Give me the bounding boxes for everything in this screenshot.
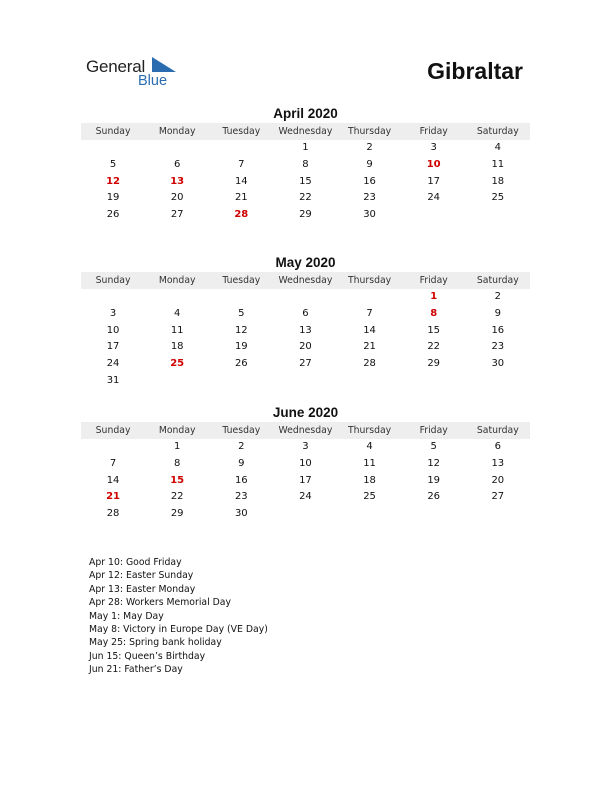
- month-june: [81, 405, 530, 523]
- week-row: [81, 157, 530, 174]
- date-cell: 11: [363, 457, 376, 469]
- date-cell: 11: [170, 324, 184, 336]
- date-cell: 17: [299, 474, 312, 486]
- month-april: [81, 106, 530, 224]
- date-cell: 14: [234, 175, 248, 187]
- week-row: [81, 456, 530, 473]
- holiday-date-cell: 13: [170, 175, 185, 187]
- holiday-item: Apr 12: Easter Sunday: [89, 570, 194, 582]
- empty-cell: [145, 140, 209, 157]
- date-cell: 6: [174, 158, 181, 170]
- date-cell: 5: [430, 441, 437, 452]
- holiday-date-cell: 25: [170, 358, 185, 370]
- date-cell: 15: [427, 324, 441, 336]
- date-cell: 27: [170, 209, 184, 221]
- date-cell: 27: [299, 358, 312, 370]
- day-header: Monday: [158, 275, 196, 286]
- month-title: May 2020: [275, 255, 336, 270]
- date-cell: 4: [494, 142, 501, 153]
- date-cell: 10: [299, 457, 312, 469]
- generalblue-logo: [86, 54, 186, 94]
- date-cell: 13: [299, 324, 312, 336]
- empty-cell: [81, 289, 145, 306]
- date-cell: 5: [238, 307, 245, 319]
- empty-cell: [209, 140, 273, 157]
- date-cell: 9: [238, 457, 245, 469]
- empty-cell: [402, 373, 466, 390]
- day-header: Saturday: [476, 425, 519, 436]
- month-title: April 2020: [273, 106, 338, 121]
- logo-general-text: General: [86, 57, 146, 76]
- week-row: [81, 489, 530, 506]
- day-header: Monday: [158, 425, 196, 436]
- day-header: Sunday: [95, 425, 131, 436]
- date-cell: 29: [427, 358, 441, 370]
- date-cell: 25: [491, 192, 505, 204]
- date-cell: 27: [491, 491, 505, 503]
- date-cell: 21: [234, 192, 248, 204]
- holiday-date-cell: 28: [234, 209, 249, 221]
- holiday-item: Jun 21: Father’s Day: [89, 664, 183, 676]
- date-cell: 7: [366, 307, 373, 319]
- date-cell: 24: [427, 192, 441, 204]
- week-row: [81, 190, 530, 207]
- date-cell: 23: [491, 341, 505, 353]
- day-header: Sunday: [95, 126, 131, 137]
- date-cell: 23: [234, 491, 248, 503]
- date-cell: 26: [106, 209, 120, 221]
- day-header: Friday: [419, 126, 448, 137]
- logo-blue-text: Blue: [138, 73, 168, 89]
- date-cell: 1: [302, 142, 309, 153]
- date-cell: 16: [491, 324, 505, 336]
- empty-cell: [81, 439, 145, 456]
- date-cell: 18: [363, 474, 376, 486]
- date-cell: 7: [238, 158, 245, 170]
- day-header: Friday: [419, 275, 448, 286]
- holiday-item: May 25: Spring bank holiday: [89, 637, 222, 649]
- date-cell: 22: [299, 192, 312, 204]
- empty-cell: [466, 207, 530, 224]
- empty-cell: [145, 373, 209, 390]
- date-cell: 9: [366, 158, 373, 170]
- empty-cell: [81, 140, 145, 157]
- date-cell: 24: [299, 491, 312, 503]
- day-header: Tuesday: [222, 275, 261, 286]
- week-row: [81, 289, 530, 306]
- date-cell: 17: [427, 175, 441, 187]
- date-cell: 29: [170, 508, 184, 520]
- date-cell: 20: [299, 341, 312, 353]
- date-cell: 1: [174, 441, 181, 452]
- week-row: [81, 140, 530, 157]
- week-row: [81, 306, 530, 323]
- holiday-item: May 1: May Day: [89, 610, 164, 622]
- date-cell: 22: [170, 491, 184, 503]
- date-cell: 28: [363, 358, 376, 370]
- week-row: [81, 174, 530, 191]
- date-cell: 8: [174, 457, 181, 469]
- date-cell: 11: [491, 158, 505, 170]
- date-cell: 3: [302, 441, 309, 452]
- empty-cell: [209, 289, 273, 306]
- week-row: [81, 339, 530, 356]
- date-cell: 8: [302, 158, 309, 170]
- day-header: Wednesday: [278, 425, 333, 436]
- week-row: [81, 506, 530, 523]
- date-cell: 26: [234, 358, 248, 370]
- holiday-item: Apr 28: Workers Memorial Day: [89, 597, 231, 609]
- empty-cell: [273, 289, 337, 306]
- week-row: [81, 473, 530, 490]
- logo-flag-icon: [152, 57, 176, 72]
- holiday-item: May 8: Victory in Europe Day (VE Day): [89, 624, 268, 636]
- empty-cell: [145, 289, 209, 306]
- empty-cell: [402, 207, 466, 224]
- week-row: [81, 373, 530, 390]
- date-cell: 24: [106, 358, 120, 370]
- day-header: Thursday: [347, 126, 392, 137]
- holiday-item: Apr 13: Easter Monday: [89, 583, 196, 595]
- month-grid: [81, 289, 530, 390]
- date-cell: 15: [299, 175, 312, 187]
- holiday-item: Jun 15: Queen’s Birthday: [89, 650, 206, 662]
- empty-cell: [338, 373, 402, 390]
- day-header-row: [81, 123, 530, 140]
- empty-cell: [466, 506, 530, 523]
- date-cell: 20: [491, 474, 505, 486]
- week-row: [81, 207, 530, 224]
- empty-cell: [209, 373, 273, 390]
- date-cell: 14: [363, 324, 376, 336]
- day-header: Friday: [419, 425, 448, 436]
- holiday-date-cell: 12: [106, 175, 121, 187]
- date-cell: 4: [366, 441, 373, 452]
- day-header-row: [81, 272, 530, 289]
- week-row: [81, 323, 530, 340]
- date-cell: 12: [427, 457, 441, 469]
- month-grid: [81, 140, 530, 224]
- date-cell: 31: [106, 374, 120, 386]
- date-cell: 30: [491, 358, 505, 370]
- empty-cell: [402, 506, 466, 523]
- date-cell: 9: [494, 307, 501, 319]
- date-cell: 19: [427, 474, 441, 486]
- date-cell: 22: [427, 341, 441, 353]
- date-cell: 21: [363, 341, 376, 353]
- empty-cell: [466, 373, 530, 390]
- empty-cell: [338, 506, 402, 523]
- date-cell: 10: [106, 324, 120, 336]
- empty-cell: [273, 506, 337, 523]
- date-cell: 5: [109, 158, 117, 170]
- date-cell: 17: [106, 341, 120, 353]
- date-cell: 19: [234, 341, 248, 353]
- date-cell: 2: [494, 291, 501, 302]
- day-header-row: [81, 422, 530, 439]
- day-header: Wednesday: [278, 126, 333, 137]
- date-cell: 18: [491, 175, 505, 187]
- month-grid: [81, 439, 530, 523]
- date-cell: 23: [363, 192, 376, 204]
- day-header: Monday: [158, 126, 196, 137]
- date-cell: 7: [109, 457, 117, 469]
- date-cell: 12: [234, 324, 248, 336]
- month-title: June 2020: [272, 405, 339, 420]
- holiday-date-cell: 10: [426, 158, 441, 170]
- holiday-date-cell: 1: [430, 291, 438, 302]
- holiday-list: [89, 556, 268, 677]
- day-header: Sunday: [95, 275, 131, 286]
- date-cell: 20: [170, 192, 184, 204]
- date-cell: 19: [106, 192, 120, 204]
- month-may: [81, 255, 530, 390]
- date-cell: 30: [234, 508, 248, 520]
- day-header: Tuesday: [222, 126, 261, 137]
- date-cell: 6: [302, 307, 309, 319]
- empty-cell: [338, 289, 402, 306]
- date-cell: 4: [174, 307, 181, 319]
- date-cell: 13: [491, 457, 505, 469]
- day-header: Saturday: [476, 126, 519, 137]
- day-header: Thursday: [347, 425, 392, 436]
- country-title: Gibraltar: [427, 58, 523, 84]
- date-cell: 26: [427, 491, 441, 503]
- day-header: Thursday: [347, 275, 392, 286]
- date-cell: 2: [238, 441, 245, 452]
- holiday-date-cell: 21: [106, 491, 121, 503]
- date-cell: 16: [363, 175, 376, 187]
- date-cell: 25: [363, 491, 376, 503]
- date-cell: 18: [170, 341, 184, 353]
- holiday-date-cell: 8: [430, 307, 438, 319]
- day-header: Tuesday: [222, 425, 261, 436]
- date-cell: 28: [106, 508, 120, 520]
- date-cell: 30: [363, 209, 376, 221]
- empty-cell: [273, 373, 337, 390]
- date-cell: 14: [106, 474, 120, 486]
- date-cell: 3: [109, 307, 117, 319]
- date-cell: 3: [430, 142, 437, 153]
- date-cell: 6: [494, 441, 501, 452]
- date-cell: 29: [299, 209, 312, 221]
- date-cell: 16: [234, 474, 248, 486]
- holiday-date-cell: 15: [170, 474, 185, 486]
- day-header: Wednesday: [278, 275, 333, 286]
- date-cell: 2: [366, 142, 373, 153]
- holiday-item: Apr 10: Good Friday: [89, 557, 182, 568]
- week-row: [81, 439, 530, 456]
- week-row: [81, 356, 530, 373]
- day-header: Saturday: [476, 275, 519, 286]
